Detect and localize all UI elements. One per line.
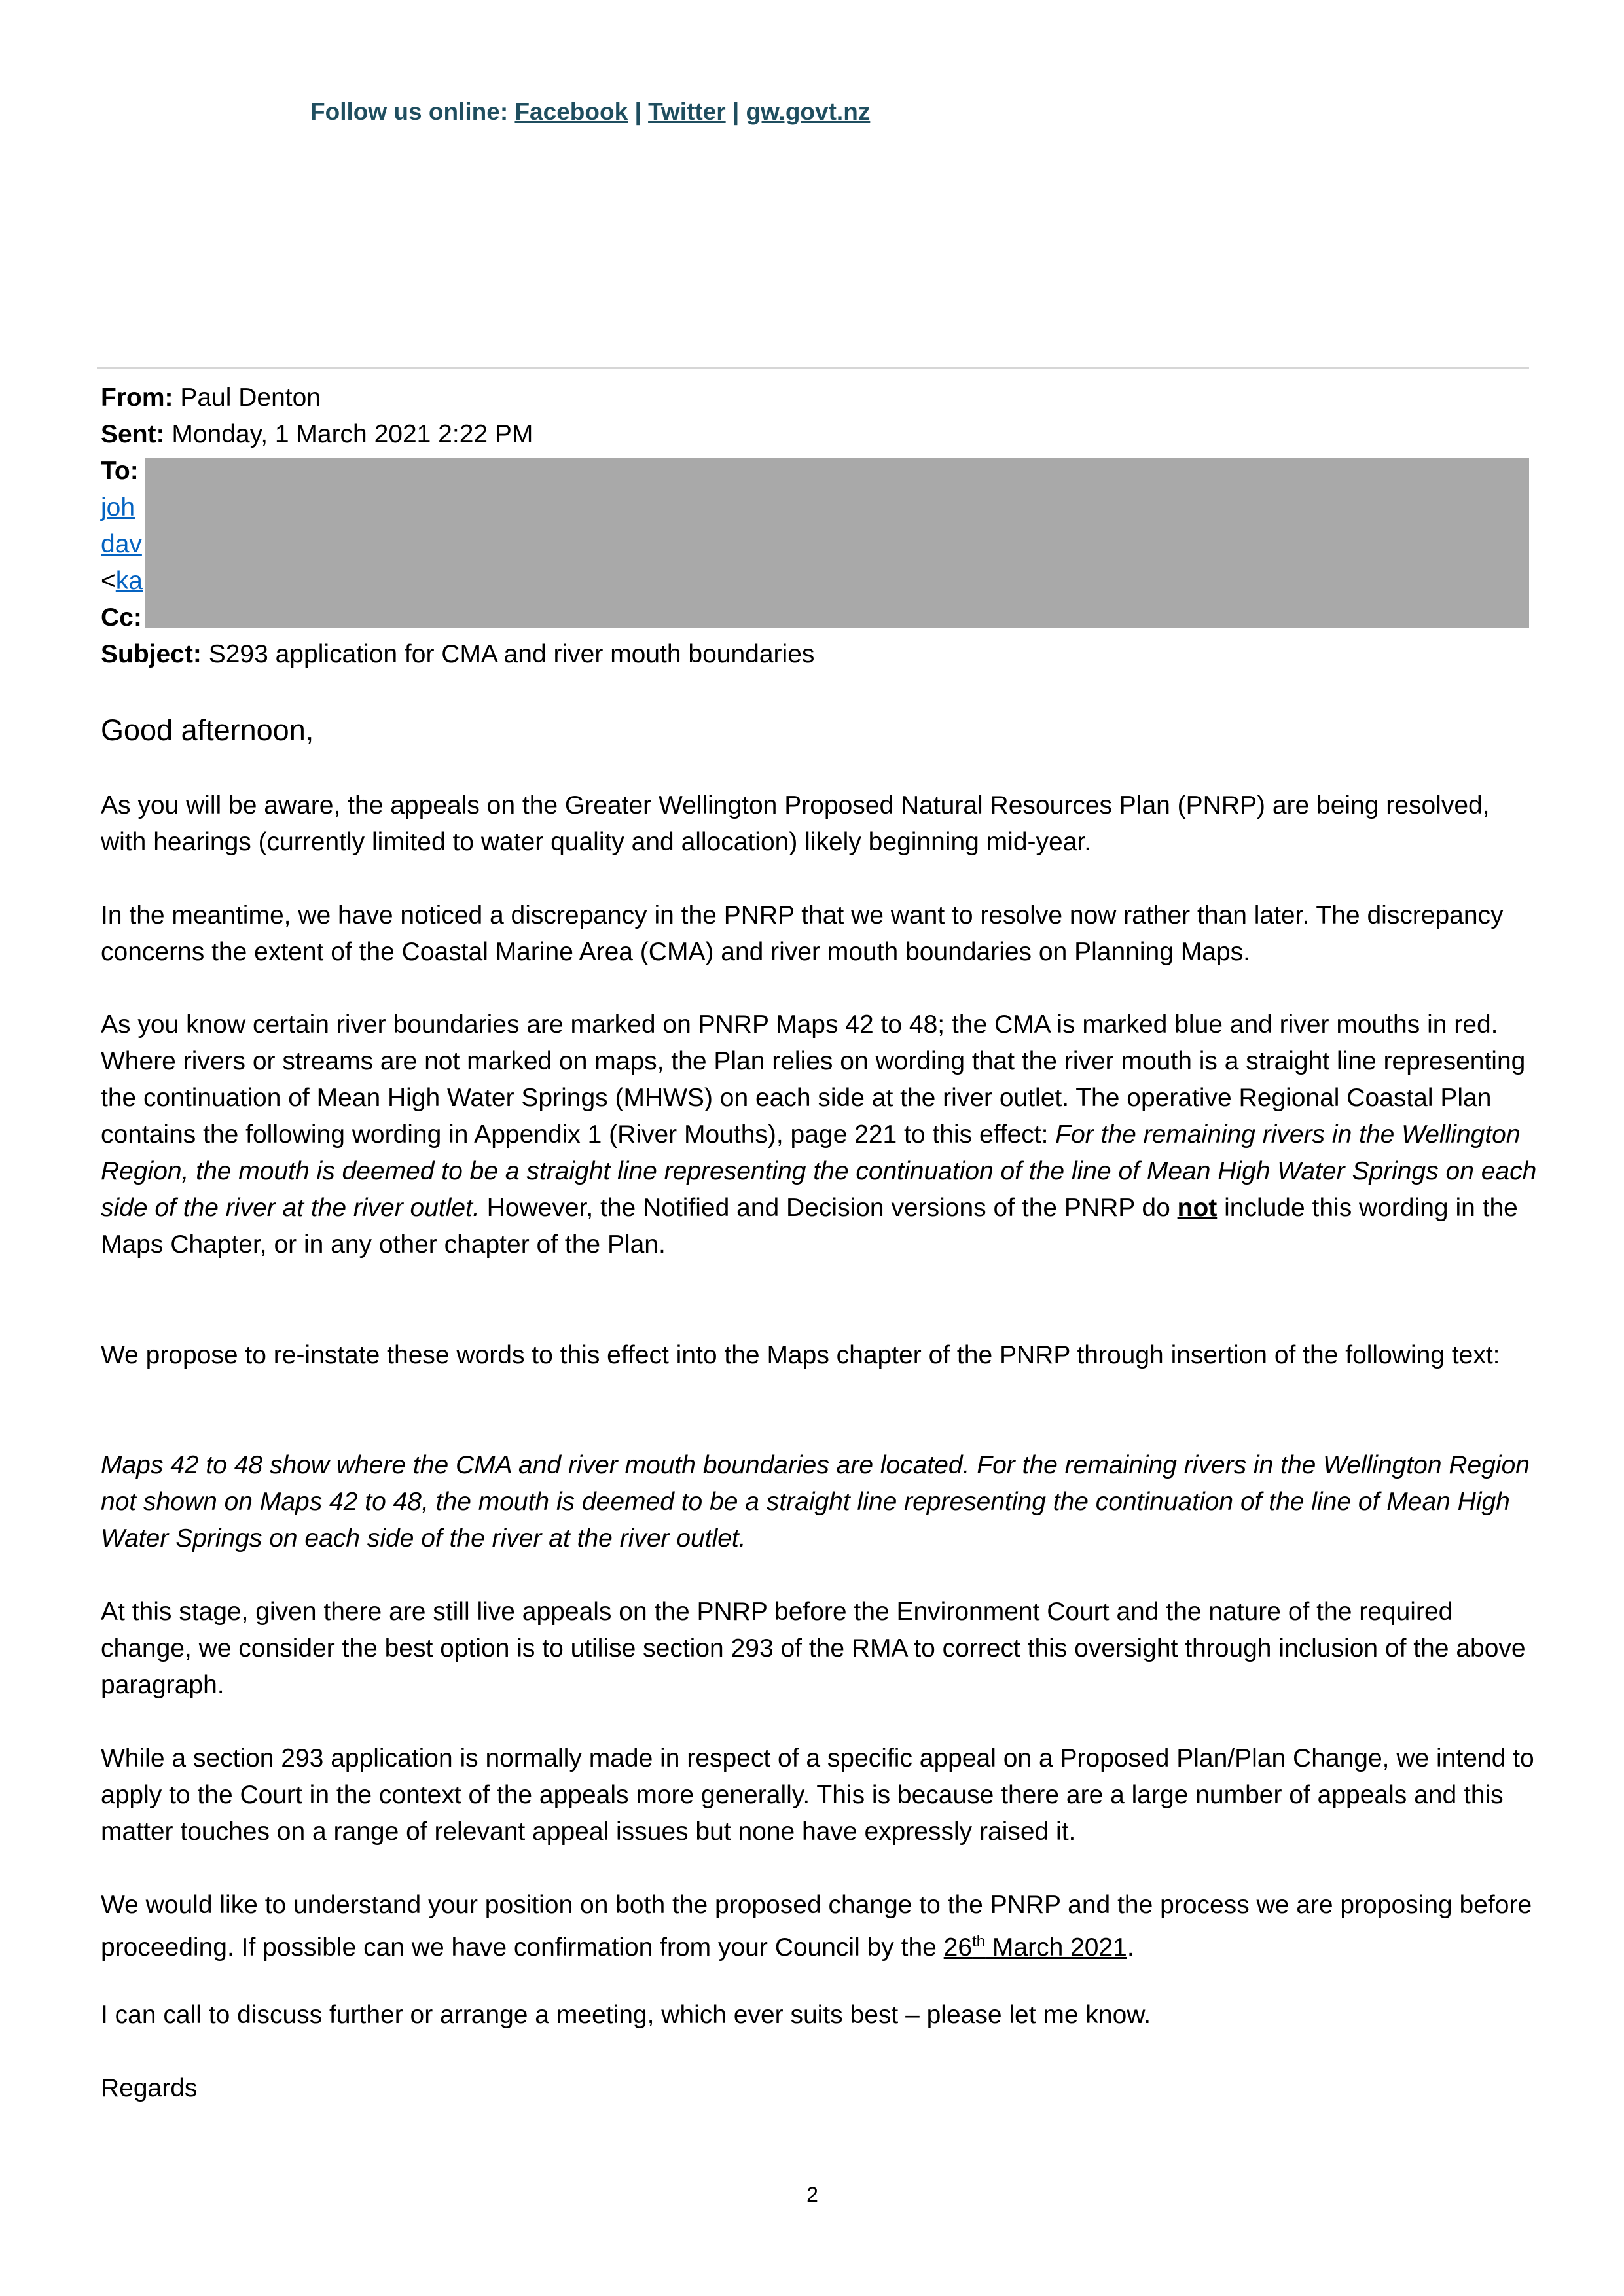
to-fragment-3 xyxy=(101,568,143,594)
paragraph-3-text: include this wording in the Maps Chapter, or in any other chapter of the Plan. xyxy=(101,1194,1518,1259)
facebook-link[interactable]: Facebook xyxy=(514,98,628,125)
recipient-link-fragment[interactable]: dav xyxy=(101,530,142,558)
from-line xyxy=(101,385,321,410)
paragraph-9: I can call to discuss further or arrange a meeting, which ever suits best – please let me know. xyxy=(101,2001,1151,2029)
follow-us-line xyxy=(310,98,870,126)
paragraph-4: We propose to re-instate these words to this effect into the Maps chapter of the PNRP through insertion of the following text: xyxy=(101,1341,1500,1369)
paragraph-8-text: We would like to understand your position on both the proposed change to the PNRP and the process we are proposing before proceeding. If possible can we have confirmation from your Council by the xyxy=(101,1891,1532,1962)
to-label: To: xyxy=(101,457,139,485)
proposed-text xyxy=(101,1447,1541,1557)
cc-line xyxy=(101,605,142,630)
sent-label: Sent: xyxy=(101,420,165,448)
paragraph-8-end: . xyxy=(1127,1933,1134,1962)
recipient-link-fragment[interactable]: joh xyxy=(101,493,135,522)
recipient-link-fragment[interactable]: ka xyxy=(115,567,143,595)
paragraph-2: In the meantime, we have noticed a discrepancy in the PNRP that we want to resolve now rather than later. The discrepancy concerns the extent of the Coastal Marine Area (CMA) and river mouth boundaries on Planning Maps. xyxy=(101,901,1504,966)
paragraph-7: While a section 293 application is normally made in respect of a specific appeal on a Proposed Plan/Plan Change, we intend to apply to the Court in the context of the appeals more generally. This is because there are a large number of appeals and this matter touches on a range of relevant appeal issues but none have expressly raised it. xyxy=(101,1744,1534,1846)
redaction-block xyxy=(145,458,1529,628)
subject-label: Subject: xyxy=(101,640,202,668)
separator: | xyxy=(732,98,740,125)
to-line xyxy=(101,458,139,484)
sent-line xyxy=(101,422,533,447)
deadline-date xyxy=(944,1933,1127,1962)
separator: | xyxy=(634,98,641,125)
follow-prefix: Follow us online: xyxy=(310,98,509,125)
paragraph-1: As you will be aware, the appeals on the Greater Wellington Proposed Natural Resources Plan (PNRP) are being resolved, with hearings (currently limited to water quality and allocation) likely beginning mid-year. xyxy=(101,791,1490,856)
twitter-link[interactable]: Twitter xyxy=(648,98,726,125)
subject-value: S293 application for CMA and river mouth boundaries xyxy=(208,640,815,668)
subject-line xyxy=(101,641,814,667)
deadline-month: March 2021 xyxy=(985,1933,1127,1962)
from-label: From: xyxy=(101,384,173,412)
paragraph-3-text: However, the Notified and Decision versions of the PNRP do xyxy=(479,1194,1178,1222)
proposed-wording: Maps 42 to 48 show where the CMA and river mouth boundaries are located. For the remaining rivers in the Wellington Region not shown on Maps 42 to 48, the mouth is deemed to be a straight line representing the continuation of the line of Mean High Water Springs on each side of the river at the river outlet. xyxy=(101,1451,1530,1552)
greeting: Good afternoon, xyxy=(101,713,314,747)
sent-value: Monday, 1 March 2021 2:22 PM xyxy=(171,420,533,448)
paragraph-3-text: As you know certain river boundaries are marked on PNRP Maps 42 to 48; the CMA is marked blue and river mouths in red. Where rivers or streams are not marked on maps, the Plan relies on wording that the river mouth is a straight line representing the continuation of Mean High Water Springs (MHWS) on each side at the river outlet. The operative Regional Coastal Plan contains the following wording in Appendix 1 (River Mouths), page 221 to this effect: xyxy=(101,1011,1526,1149)
quoted-wording: For the remaining rivers in the Wellington Region, the mouth is deemed to be a straight line representing the continuation of the line of Mean High Water Springs on each side of the river at the river outlet. xyxy=(101,1121,1537,1222)
to-fragment-1 xyxy=(101,495,135,520)
cc-label: Cc: xyxy=(101,603,142,632)
website-link[interactable]: gw.govt.nz xyxy=(746,98,871,125)
to-fragment-2 xyxy=(101,531,142,557)
emphasis-not: not xyxy=(1177,1194,1218,1222)
paragraph-6: At this stage, given there are still live appeals on the PNRP before the Environment Court and the nature of the required change, we consider the best option is to utilise section 293 of the RMA to correct this oversight through inclusion of the above paragraph. xyxy=(101,1598,1526,1699)
paragraph-3 xyxy=(101,1007,1541,1263)
header-divider xyxy=(97,367,1529,369)
deadline-day: 26 xyxy=(943,1933,973,1962)
sign-off: Regards xyxy=(101,2074,198,2102)
from-value: Paul Denton xyxy=(180,384,321,412)
paragraph-8 xyxy=(101,1887,1541,1966)
deadline-ordinal: th xyxy=(972,1933,986,1950)
angle-bracket: < xyxy=(101,567,116,595)
page-number: 2 xyxy=(806,2183,818,2206)
